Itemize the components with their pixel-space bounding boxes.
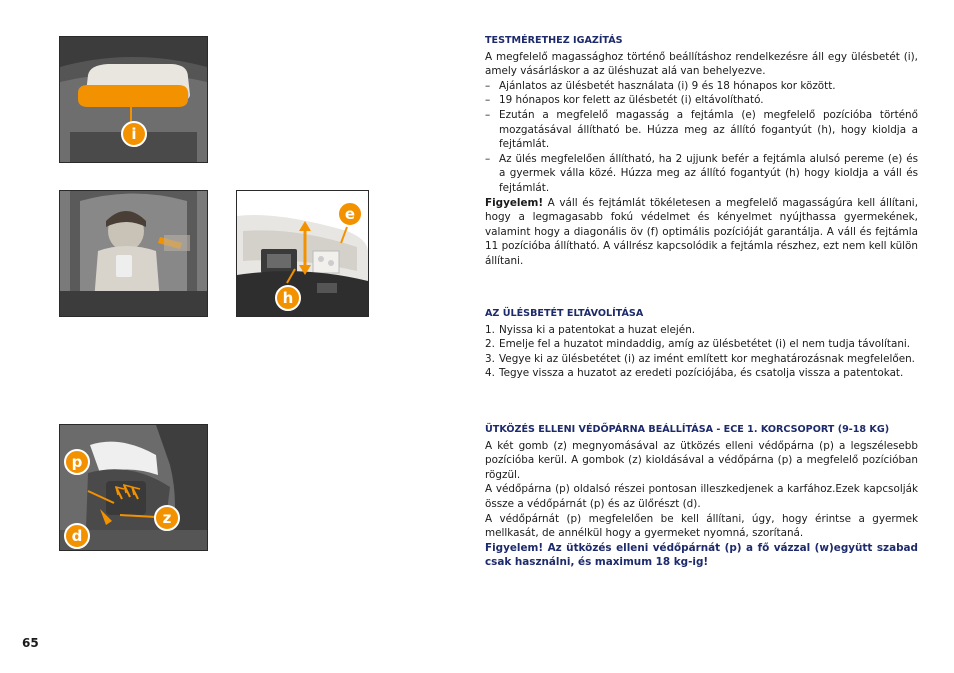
dash-marker: –	[485, 152, 491, 165]
section2-title: AZ ÜLÉSBETÉT ELTÁVOLÍTÁSA	[485, 308, 644, 319]
section3-title: ÜTKÖZÉS ELLENI VÉDŐPÁRNA BEÁLLÍTÁSA - ECE 1. KORCSOPORT (9-18 KG)	[485, 424, 890, 435]
page-number: 65	[22, 636, 39, 650]
dash-marker: –	[485, 79, 491, 92]
section3-warning: Figyelem! Az ütközés elleni védőpárnát (p) a fő vázzal (w)együtt szabad csak használni, és maximum 18 kg-ig!	[485, 541, 918, 569]
child-in-seat-illustration	[60, 191, 207, 316]
section1-title: TESTMÉRETHEZ IGAZÍTÁS	[485, 35, 623, 46]
step-number: 1.	[485, 323, 495, 336]
badge-d: d	[64, 523, 90, 549]
step-number: 4.	[485, 367, 495, 380]
dash-marker: –	[485, 108, 491, 121]
badge-p: p	[64, 449, 90, 475]
badge-e: e	[337, 201, 363, 227]
warning-text: A váll és fejtámlát tökéletesen a megfelelő magasságúra kell állítani, hogy a legmagasabb fokú védelmet és kényelmet nyújthassa gyermekének, valamint hogy a diagonális öv (f) optimális pozícióját garantálja. A váll és fejtámla 11 pozícióba állítható. A vállrész kapcsolódik a fejtámla részhez, ezt nem kell külön állítani.	[485, 196, 918, 267]
bullet-text: 19 hónapos kor felett az ülésbetét (i) eltávolítható.	[499, 94, 764, 107]
list-item	[485, 352, 918, 367]
step-text: Tegye vissza a huzatot az eredeti pozíciójába, és csatolja vissza a patentokat.	[499, 367, 904, 380]
warning-label: Figyelem!	[485, 196, 544, 209]
badge-h: h	[275, 285, 301, 311]
step-number: 2.	[485, 338, 495, 351]
list-item	[485, 79, 918, 94]
figure-child-in-seat	[59, 190, 208, 317]
step-text: Emelje fel a huzatot mindaddig, amíg az ülésbetétet (i) el nem tudja távolítani.	[499, 338, 911, 351]
step-text: Vegye ki az ülésbetétet (i) az imént említett kor meghatározásnak megfelelően.	[499, 352, 915, 365]
figure-impact-shield	[59, 424, 208, 551]
bullet-text: Ezután a megfelelő magasság a fejtámla (e) megfelelő pozícióba történő mozgatásával állítható be. Húzza meg az állító fogantyút (h), hogy kioldja a fejtámlát.	[499, 108, 918, 151]
bullet-text: Ajánlatos az ülésbetét használata (i) 9 és 18 hónapos kor között.	[499, 79, 836, 92]
list-item	[485, 152, 918, 196]
badge-z: z	[154, 505, 180, 531]
list-item	[485, 323, 918, 338]
dash-marker: –	[485, 94, 491, 107]
list-item	[485, 337, 918, 352]
section-impact-shield	[485, 423, 918, 570]
section3-para3: A védőpárnát (p) megfelelően be kell állítani, úgy, hogy érintse a gyermek mellkasát, de annélkül hogy a gyermeket nyomná, szorítaná.	[485, 512, 918, 540]
list-item	[485, 108, 918, 152]
badge-i: i	[121, 121, 147, 147]
section3-para2: A védőpárna (p) oldalsó részei pontosan illeszkedjenek a karfához.Ezek kapcsolják össze a védőpárnát (p) és az ülőrészt (d).	[485, 483, 918, 510]
list-item	[485, 366, 918, 381]
section3-para1: A két gomb (z) megnyomásával az ütközés elleni védőpárna (p) a legszélesebb pozícióba kerül. A gombok (z) kioldásával a védőpárna (p) a megfelelő pozícióban rögzül.	[485, 439, 918, 481]
section-insert-removal	[485, 307, 918, 381]
section-height-adjustment	[485, 34, 918, 269]
bullet-text: Az ülés megfelelően állítható, ha 2 ujjunk befér a fejtámla alulsó pereme (e) és a gyermek válla közé. Húzza meg az állító fogantyút (h) hogy kioldja a váll és fejtámlát.	[499, 152, 918, 194]
step-number: 3.	[485, 352, 495, 365]
figure-headrest-adjust	[236, 190, 369, 317]
step-text: Nyissa ki a patentokat a huzat elején.	[499, 323, 696, 336]
section1-warning	[485, 196, 918, 269]
list-item	[485, 93, 918, 108]
figure-seat-insert	[59, 36, 208, 163]
section1-intro: A megfelelő magassághoz történő beállításhoz rendelkezésre áll egy ülésbetét (i), amely vásárláskor a az üléshuzat alá van behelyezve.	[485, 50, 918, 78]
